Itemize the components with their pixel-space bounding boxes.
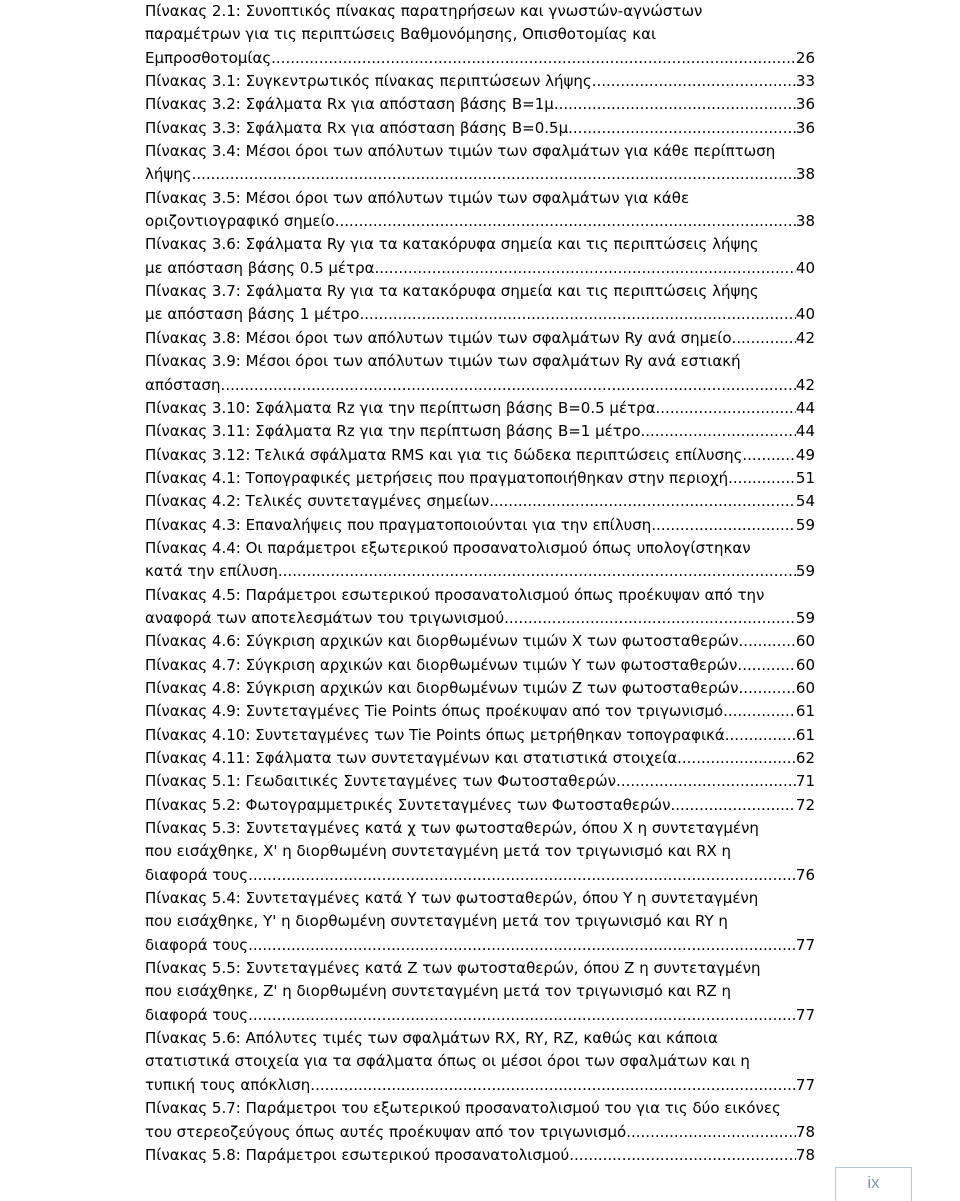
toc-entry-line	[145, 397, 815, 420]
dot-leader	[340, 210, 796, 233]
toc-entry-line	[145, 1004, 815, 1027]
toc-page-number: 33	[795, 72, 815, 91]
toc-entry-text: διαφορά τους.	[145, 865, 253, 884]
toc-page-number: 60	[795, 678, 815, 697]
toc-entry-text: Πίνακας 4.11: Σφάλματα των συντεταγμένων και στατιστικά στοιχεία.	[145, 749, 682, 767]
dot-leader	[253, 864, 796, 887]
toc-entry-line	[145, 514, 815, 537]
toc-entry-line: Πίνακας 5.3: Συντεταγμένες κατά χ των φωτοσταθερών, όπου Χ η συντεταγμένη	[145, 819, 759, 838]
toc-entry-line: Πίνακας 4.5: Παράμετροι εσωτερικού προσανατολισμού όπως προέκυψαν από την	[145, 585, 765, 604]
toc-entry-line	[145, 210, 815, 233]
toc-entry[interactable]	[145, 677, 815, 700]
dot-leader	[743, 677, 796, 700]
toc-entry-line: παραμέτρων για τις περιπτώσεις Βαθμονόμησης, Οπισθοτομίας και	[145, 25, 657, 44]
dot-leader	[554, 93, 796, 116]
toc-entry-line: Πίνακας 3.7: Σφάλματα Ry για τα κατακόρυφα σημεία και τις περιπτώσεις λήψης	[145, 282, 759, 301]
toc-entry-text: Πίνακας 4.8: Σύγκριση αρχικών και διορθωμένων τιμών Ζ των φωτοσταθερών.	[145, 678, 744, 697]
toc-entry-line	[145, 1121, 815, 1144]
toc-entry[interactable]	[145, 420, 815, 443]
toc-entry-text: λήψης.	[145, 165, 197, 184]
toc-entry-line	[145, 607, 815, 630]
toc-page-number: 44	[795, 422, 815, 441]
toc-entry-line: Πίνακας 5.4: Συντεταγμένες κατά Υ των φωτοσταθερών, όπου Υ η συντεταγμένη	[145, 889, 759, 908]
toc-entry[interactable]	[145, 747, 815, 770]
toc-entry-line	[145, 47, 815, 70]
toc-page-number: 62	[795, 749, 815, 767]
dot-leader	[364, 303, 796, 326]
toc-entry[interactable]	[145, 467, 815, 490]
toc-entry-text: Πίνακας 3.8: Μέσοι όροι των απόλυτων τιμών των σφαλμάτων Ry ανά σημείο.	[145, 328, 737, 347]
dot-leader	[660, 397, 796, 420]
toc-entry[interactable]	[145, 117, 815, 140]
toc-entry-text: Πίνακας 4.9: Συντεταγμένες Tie Points όπως προέκυψαν από τον τριγωνισμό.	[145, 702, 728, 721]
toc-entry-line	[145, 1074, 815, 1097]
toc-entry[interactable]	[145, 794, 815, 817]
toc-entry-text: Πίνακας 3.10: Σφάλματα Rz για την περίπτωση βάσης Β=0.5 μέτρα.	[145, 398, 661, 417]
toc-entry[interactable]	[145, 770, 815, 793]
toc-page-number: 54	[795, 492, 815, 511]
toc-entry-line	[145, 724, 815, 747]
toc-entry[interactable]	[145, 140, 815, 187]
toc-page-number: 36	[795, 95, 815, 114]
toc-entry-text: Πίνακας 4.1: Τοπογραφικές μετρήσεις που πραγματοποιήθηκαν στην περιοχή.	[145, 468, 733, 487]
toc-entry-text: Πίνακας 5.2: Φωτογραμμετρικές Συντεταγμένες των Φωτοσταθερών	[145, 795, 671, 814]
toc-entry-line	[145, 864, 815, 887]
dot-leader	[733, 467, 796, 490]
dot-leader	[631, 1121, 796, 1144]
dot-leader	[283, 560, 796, 583]
toc-page-number: 61	[795, 725, 815, 744]
toc-page-number: 60	[795, 655, 815, 674]
toc-entry[interactable]	[145, 350, 815, 397]
toc-entry[interactable]	[145, 0, 815, 70]
toc-entry-text: Πίνακας 5.1: Γεωδαιτικές Συντεταγμένες των Φωτοσταθερών.	[145, 772, 621, 791]
dot-leader	[225, 374, 796, 397]
toc-entry-line	[145, 1144, 815, 1167]
toc-entry-text: Πίνακας 3.1: Συγκεντρωτικός πίνακας περιπτώσεων λήψης.	[145, 72, 597, 91]
toc-entry-text: διαφορά τους.	[145, 935, 253, 954]
toc-entry-text: Πίνακας 3.2: Σφάλματα Rx για απόσταση βάσης Β=1μ	[145, 95, 554, 114]
toc-entry-line: Πίνακας 5.5: Συντεταγμένες κατά Ζ των φωτοσταθερών, όπου Ζ η συντεταγμένη	[145, 959, 761, 978]
dot-leader	[315, 1074, 796, 1097]
toc-entry-line: Πίνακας 4.4: Οι παράμετροι εξωτερικού προσανατολισμού όπως υπολογίστηκαν	[145, 538, 751, 557]
toc-page-number: 44	[795, 398, 815, 417]
toc-entry-line	[145, 630, 815, 653]
toc-entry-text: Εμπροσθοτομίας.	[145, 48, 276, 67]
toc-entry-line: που εισάχθηκε, Ζ' η διορθωμένη συντεταγμένη μετά τον τριγωνισμό και RZ η	[145, 982, 732, 1001]
toc-entry-text: Πίνακας 4.6: Σύγκριση αρχικών και διορθωμένων τιμών Χ των φωτοσταθερών.	[145, 632, 744, 651]
toc-entry-line	[145, 677, 815, 700]
toc-page-number: 49	[795, 445, 815, 464]
toc-page-number: 26	[795, 48, 815, 67]
toc-page-number: 38	[795, 165, 815, 184]
dot-leader	[670, 794, 795, 817]
dot-leader	[253, 934, 796, 957]
toc-entry[interactable]	[145, 537, 815, 584]
dot-leader	[621, 770, 796, 793]
toc-entry-text: αναφορά των αποτελεσμάτων του τριγωνισμού.	[145, 608, 509, 627]
list-of-tables	[145, 0, 815, 1167]
toc-entry[interactable]	[145, 1144, 815, 1167]
toc-entry[interactable]	[145, 654, 815, 677]
toc-page-number: 76	[795, 865, 815, 884]
dot-leader	[494, 490, 796, 513]
toc-entry[interactable]	[145, 817, 815, 887]
toc-entry-line	[145, 93, 815, 116]
dot-leader	[379, 257, 796, 280]
toc-entry-line	[145, 467, 815, 490]
dot-leader	[253, 1004, 796, 1027]
toc-entry-text: Πίνακας 4.7: Σύγκριση αρχικών και διορθωμένων τιμών Υ των φωτοσταθερών.	[145, 655, 743, 674]
toc-entry-text: τυπική τους απόκλιση.	[145, 1075, 316, 1094]
toc-entry-line: που εισάχθηκε, Υ' η διορθωμένη συντεταγμένη μετά τον τριγωνισμό και RY η	[145, 912, 728, 931]
dot-leader	[574, 1144, 796, 1167]
toc-entry-text: Πίνακας 4.2: Τελικές συντεταγμένες σημείων.	[145, 492, 494, 511]
toc-entry-line: Πίνακας 5.6: Απόλυτες τιμές των σφαλμάτων RX, RY, RZ, καθώς και κάποια	[145, 1029, 718, 1048]
dot-leader	[730, 724, 796, 747]
toc-entry-line: στατιστικά στοιχεία για τα σφάλματα όπως οι μέσοι όροι των σφαλμάτων και η	[145, 1052, 750, 1071]
toc-entry-text: με απόσταση βάσης 0.5 μέτρα.	[145, 258, 380, 277]
toc-page-number: 36	[795, 118, 815, 137]
toc-entry[interactable]	[145, 187, 815, 234]
toc-entry-text: Πίνακας 4.10: Συντεταγμένες των Tie Points όπως μετρήθηκαν τοπογραφικά.	[145, 725, 730, 744]
toc-entry-line	[145, 747, 815, 770]
toc-page-number: 38	[795, 212, 815, 231]
toc-entry[interactable]	[145, 490, 815, 513]
toc-entry-line	[145, 490, 815, 513]
toc-entry-text: κατά την επίλυση.	[145, 562, 283, 581]
toc-page-number: 61	[795, 702, 815, 721]
toc-entry-line	[145, 560, 815, 583]
toc-entry-line	[145, 794, 815, 817]
toc-entry-line: Πίνακας 5.7: Παράμετροι του εξωτερικού προσανατολισμού του για τις δύο εικόνες	[145, 1099, 781, 1118]
dot-leader	[736, 327, 796, 350]
toc-page-number: 51	[795, 468, 815, 487]
dot-leader	[728, 700, 796, 723]
dot-leader	[682, 747, 796, 770]
toc-page-number: 59	[795, 562, 815, 581]
toc-entry-line	[145, 327, 815, 350]
toc-entry-text: οριζοντιογραφικό σημείο.	[145, 212, 340, 231]
toc-entry-text: του στερεοζεύγους όπως αυτές προέκυψαν από τον τριγωνισμό.	[145, 1122, 631, 1141]
page-number: ix	[867, 1173, 880, 1192]
toc-page-number: 40	[795, 305, 815, 324]
toc-entry-line	[145, 163, 815, 186]
toc-entry-text: απόσταση.	[145, 375, 226, 394]
toc-entry[interactable]	[145, 93, 815, 116]
toc-page-number: 71	[795, 772, 815, 791]
toc-page-number: 78	[795, 1145, 815, 1164]
toc-page-number: 77	[795, 935, 815, 954]
toc-page-number: 72	[795, 795, 815, 814]
toc-page-number: 59	[795, 608, 815, 627]
toc-entry-line	[145, 700, 815, 723]
toc-entry-line	[145, 654, 815, 677]
toc-entry-line	[145, 117, 815, 140]
toc-page-number: 60	[795, 632, 815, 651]
toc-entry-text: Πίνακας 3.3: Σφάλματα Rx για απόσταση βάσης Β=0.5μ.	[145, 118, 573, 137]
dot-leader	[742, 654, 796, 677]
toc-page-number: 42	[795, 375, 815, 394]
toc-entry-text: διαφορά τους.	[145, 1005, 253, 1024]
dot-leader	[573, 117, 796, 140]
toc-page-number: 42	[795, 328, 815, 347]
toc-page-number: 77	[795, 1005, 815, 1024]
toc-entry[interactable]	[145, 1027, 815, 1097]
toc-entry-text: Πίνακας 3.12: Τελικά σφάλματα RMS και για τις δώδεκα περιπτώσεις επίλυσης.	[145, 445, 748, 464]
toc-entry-text: Πίνακας 5.8: Παράμετροι εσωτερικού προσανατολισμού.	[145, 1145, 575, 1164]
dot-leader	[747, 444, 796, 467]
toc-entry-line: Πίνακας 3.5: Μέσοι όροι των απόλυτων τιμών των σφαλμάτων για κάθε	[145, 188, 690, 207]
toc-entry-line: Πίνακας 3.9: Μέσοι όροι των απόλυτων τιμών των σφαλμάτων Ry ανά εστιακή	[145, 352, 741, 371]
toc-entry-line: Πίνακας 3.6: Σφάλματα Ry για τα κατακόρυφα σημεία και τις περιπτώσεις λήψης	[145, 235, 759, 254]
dot-leader	[196, 163, 796, 186]
dot-leader	[509, 607, 796, 630]
toc-entry[interactable]	[145, 280, 815, 327]
toc-entry-line	[145, 257, 815, 280]
toc-page-number: 40	[795, 258, 815, 277]
dot-leader	[276, 47, 796, 70]
toc-entry[interactable]	[145, 444, 815, 467]
toc-entry[interactable]	[145, 397, 815, 420]
page-number-box	[835, 1167, 912, 1201]
toc-entry-text: με απόσταση βάσης 1 μέτρο.	[145, 305, 365, 324]
toc-entry[interactable]	[145, 724, 815, 747]
toc-entry-line	[145, 420, 815, 443]
toc-page-number: 77	[795, 1075, 815, 1094]
toc-entry[interactable]	[145, 514, 815, 537]
toc-entry-line	[145, 444, 815, 467]
dot-leader	[645, 420, 796, 443]
toc-entry[interactable]	[145, 70, 815, 93]
toc-entry-line: Πίνακας 2.1: Συνοπτικός πίνακας παρατηρήσεων και γνωστών-αγνώστων	[145, 2, 703, 20]
toc-entry[interactable]	[145, 327, 815, 350]
toc-entry-line	[145, 303, 815, 326]
toc-entry-line	[145, 70, 815, 93]
toc-entry[interactable]	[145, 584, 815, 631]
toc-entry[interactable]	[145, 700, 815, 723]
toc-page-number: 78	[795, 1122, 815, 1141]
toc-entry-line	[145, 374, 815, 397]
toc-page-number: 59	[795, 515, 815, 534]
dot-leader	[596, 70, 795, 93]
toc-entry[interactable]	[145, 887, 815, 957]
toc-entry-line	[145, 934, 815, 957]
toc-entry-text: Πίνακας 4.3: Επαναλήψεις που πραγματοποιούνται για την επίλυση.	[145, 515, 657, 534]
toc-entry[interactable]	[145, 233, 815, 280]
toc-entry[interactable]	[145, 1097, 815, 1144]
toc-entry-line	[145, 770, 815, 793]
toc-entry[interactable]	[145, 630, 815, 653]
toc-entry-line: που εισάχθηκε, Χ' η διορθωμένη συντεταγμένη μετά τον τριγωνισμό και RX η	[145, 842, 732, 861]
toc-entry[interactable]	[145, 957, 815, 1027]
dot-leader	[743, 630, 796, 653]
toc-entry-line: Πίνακας 3.4: Μέσοι όροι των απόλυτων τιμών των σφαλμάτων για κάθε περίπτωση	[145, 142, 776, 161]
dot-leader	[656, 514, 796, 537]
toc-entry-text: Πίνακας 3.11: Σφάλματα Rz για την περίπτωση βάσης Β=1 μέτρο.	[145, 422, 646, 441]
